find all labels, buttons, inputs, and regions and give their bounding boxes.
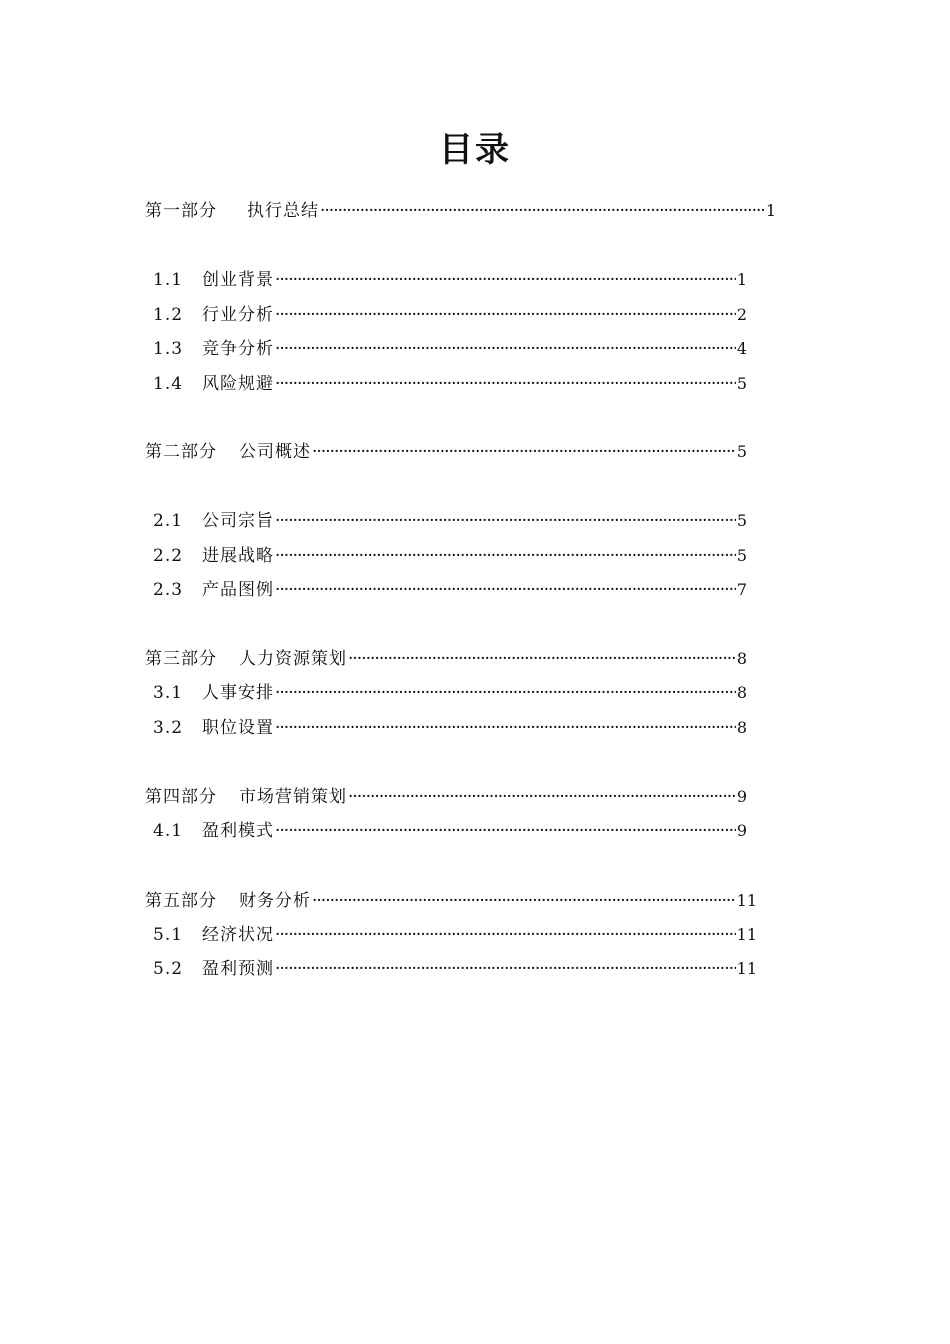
toc-entry-part[interactable] [145,889,757,913]
dot-leader [312,440,736,464]
toc-entry-text: 执行总结 [247,201,319,221]
toc-page-number: 1 [765,201,776,220]
toc-entry-section[interactable] [153,303,747,327]
toc-page-number: 2 [736,305,747,324]
toc-entry-section[interactable] [153,337,747,361]
toc-entry-text: 人事安排 [202,683,274,703]
toc-section-number: 1.4 [153,374,184,394]
toc-entry-text: 人力资源策划 [239,649,347,669]
dot-leader [348,785,736,809]
toc-entry-text: 公司宗旨 [202,511,274,531]
toc-page-number: 8 [736,718,747,737]
toc-entry-text: 进展战略 [202,546,274,566]
toc-section-number: 2.1 [153,511,184,531]
toc-entry-text: 市场营销策划 [239,787,347,807]
toc-section-number: 2.3 [153,580,184,600]
toc-part-label: 第四部分 [145,787,217,807]
toc-entry-text: 产品图例 [202,580,274,600]
toc-page-number: 11 [736,925,757,944]
toc-entry-text: 职位设置 [202,718,274,738]
toc-entry-text: 经济状况 [202,925,274,945]
toc-page-number: 7 [736,580,747,599]
toc-page-number: 11 [736,891,757,910]
dot-leader [275,681,736,705]
toc-page-number: 9 [736,787,747,806]
toc-page-number: 5 [736,442,747,461]
toc-page-number: 5 [736,374,747,393]
toc-section-number: 1.2 [153,305,184,325]
dot-leader [275,372,736,396]
toc-title: 目录 [439,130,511,170]
toc-page-number: 1 [736,270,747,289]
toc-entry-section[interactable] [153,268,747,292]
toc-section-number: 2.2 [153,546,184,566]
toc-entry-text: 竞争分析 [202,339,274,359]
toc-entry-section[interactable] [153,716,747,740]
toc-section-number: 5.2 [153,959,184,979]
toc-page-number: 4 [736,339,747,358]
toc-entry-section[interactable] [153,923,757,947]
dot-leader [275,268,736,292]
dot-leader [275,819,736,843]
toc-page-number: 11 [736,959,757,978]
toc-entry-text: 行业分析 [202,305,274,325]
toc-entry-section[interactable] [153,819,747,843]
dot-leader [275,923,736,947]
toc-entry-text: 创业背景 [202,270,274,290]
dot-leader [275,957,736,981]
dot-leader [275,509,736,533]
toc-entry-text: 风险规避 [202,374,274,394]
toc-page-number: 9 [736,821,747,840]
toc-part-label: 第二部分 [145,442,217,462]
toc-part-label: 第五部分 [145,891,217,911]
toc-entry-part[interactable] [145,199,776,223]
toc-entry-part[interactable] [145,647,747,671]
toc-entry-section[interactable] [153,372,747,396]
toc-section-number: 3.1 [153,683,184,703]
toc-part-label: 第一部分 [145,201,217,221]
toc-page-number: 5 [736,511,747,530]
toc-entry-text: 盈利模式 [202,821,274,841]
toc-entry-section[interactable] [153,957,757,981]
toc-entry-text: 财务分析 [239,891,311,911]
toc-section-number: 4.1 [153,821,184,841]
toc-entry-text: 公司概述 [239,442,311,462]
toc-entry-part[interactable] [145,785,747,809]
dot-leader [348,647,736,671]
toc-part-label: 第三部分 [145,649,217,669]
toc-entry-section[interactable] [153,681,747,705]
dot-leader [312,889,736,913]
toc-section-number: 1.1 [153,270,184,290]
toc-entry-section[interactable] [153,509,747,533]
dot-leader [275,303,736,327]
toc-section-number: 5.1 [153,925,184,945]
toc-page-number: 8 [736,683,747,702]
dot-leader [275,544,736,568]
toc-page-number: 8 [736,649,747,668]
toc-section-number: 1.3 [153,339,184,359]
dot-leader [275,337,736,361]
toc-section-number: 3.2 [153,718,184,738]
dot-leader [320,199,765,223]
dot-leader [275,578,736,602]
toc-entry-text: 盈利预测 [202,959,274,979]
toc-entry-part[interactable] [145,440,747,464]
toc-entry-section[interactable] [153,544,747,568]
toc-entry-section[interactable] [153,578,747,602]
toc-page-number: 5 [736,546,747,565]
dot-leader [275,716,736,740]
